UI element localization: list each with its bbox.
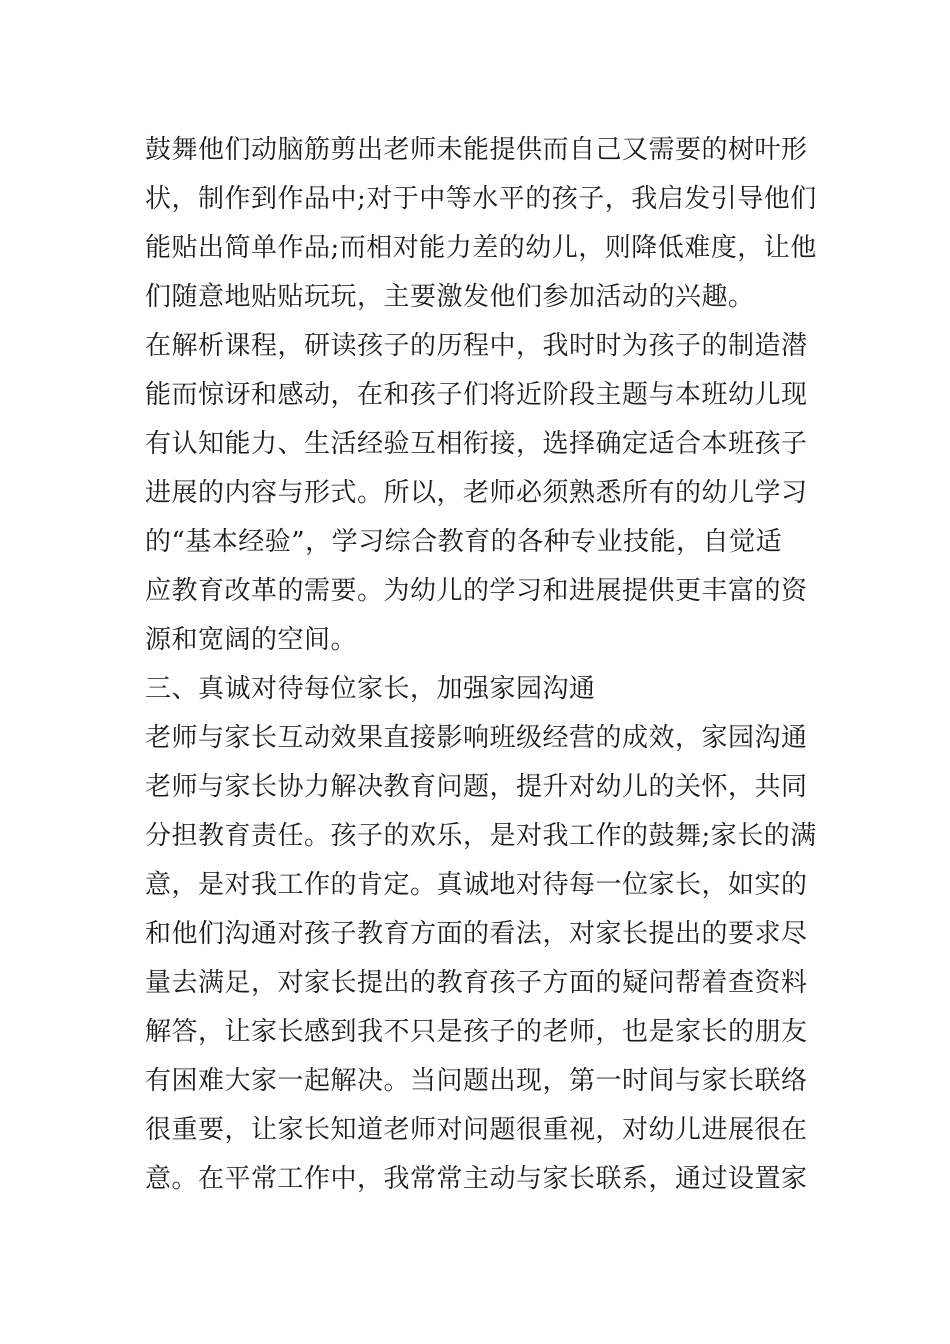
text-line: 解答，让家长感到我不只是孩子的老师，也是家长的朋友 [145,1017,808,1047]
text-line: 量去满足，对家长提出的教育孩子方面的疑问帮着查资料 [145,968,808,998]
text-line: 能贴出简单作品;而相对能力差的幼儿，则降低难度，让他 [145,233,817,263]
text-line: 分担教育责任。孩子的欢乐，是对我工作的鼓舞;家长的满 [145,821,817,851]
text-line: 在解析课程，研读孩子的历程中，我时时为孩子的制造潜 [145,331,808,361]
text-line: 状，制作到作品中;对于中等水平的孩子，我启发引导他们 [145,184,817,214]
text-line: 老师与家长协力解决教育问题，提升对幼儿的关怀，共同 [145,772,808,802]
text-line: 能而惊讶和感动，在和孩子们将近阶段主题与本班幼儿现 [145,380,808,410]
text-line: 源和宽阔的空间。 [145,625,358,655]
text-line: 意。在平常工作中，我常常主动与家长联系，通过设置家 [145,1164,808,1194]
text-line: 意，是对我工作的肯定。真诚地对待每一位家长，如实的 [145,870,808,900]
section-heading: 三、真诚对待每位家长，加强家园沟通 [145,674,596,704]
text-line: 鼓舞他们动脑筋剪出老师未能提供而自己又需要的树叶形 [145,135,808,165]
body-text [145,126,815,1204]
text-line: 老师与家长互动效果直接影响班级经营的成效，家园沟通 [145,723,808,753]
text-line: 和他们沟通对孩子教育方面的看法，对家长提出的要求尽 [145,919,808,949]
text-line: 们随意地贴贴玩玩，主要激发他们参加活动的兴趣。 [145,282,755,312]
text-line: 有困难大家一起解决。当问题出现，第一时间与家长联络 [145,1066,808,1096]
text-line: 很重要，让家长知道老师对问题很重视，对幼儿进展很在 [145,1115,808,1145]
text-line: 进展的内容与形式。所以，老师必须熟悉所有的幼儿学习 [145,478,808,508]
text-line: 应教育改革的需要。为幼儿的学习和进展提供更丰富的资 [145,576,808,606]
text-line: 的“基本经验”，学习综合教育的各种专业技能，自觉适 [145,527,783,557]
text-line: 有认知能力、生活经验互相衔接，选择确定适合本班孩子 [145,429,808,459]
